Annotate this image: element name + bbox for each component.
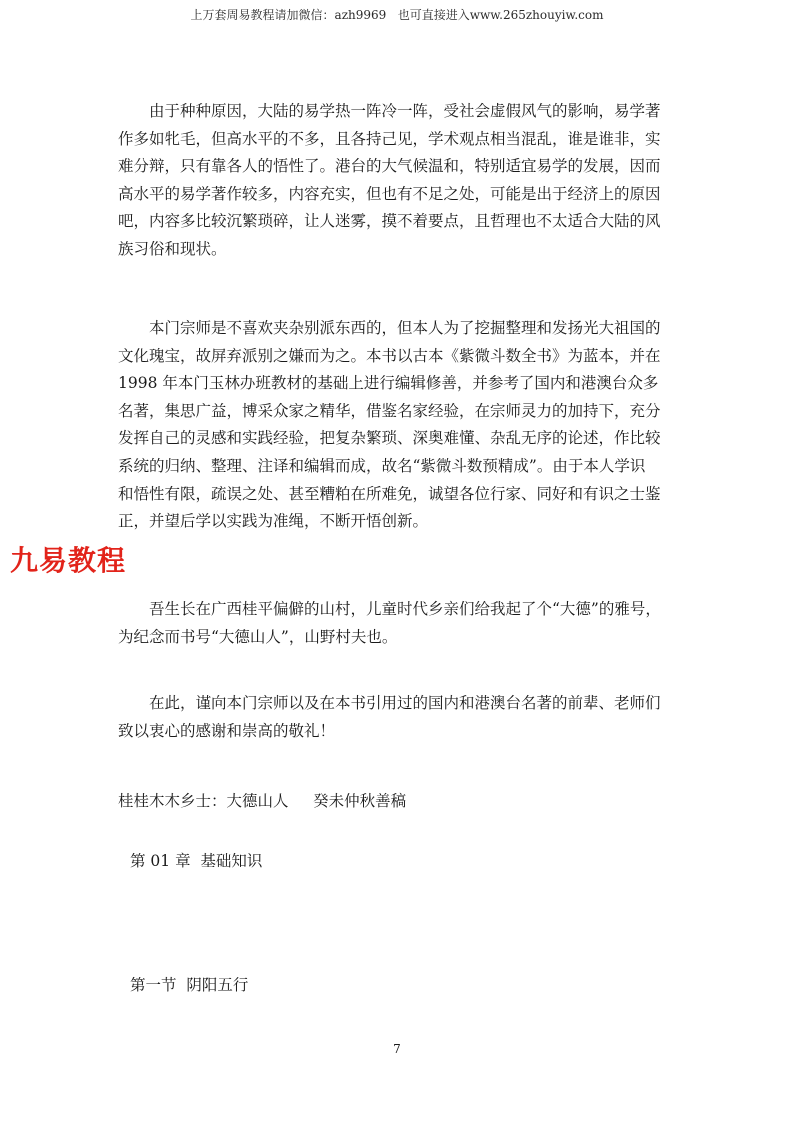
- paragraph-line: 文化瑰宝，故屏弃派别之嫌而为之。本书以古本《紫微斗数全书》为蓝本，并在: [118, 346, 661, 365]
- section-heading: 第一节 阴阳五行: [130, 976, 249, 994]
- paragraph-line: 名著，集思广益，博采众家之精华，借鉴名家经验，在宗师灵力的加持下，充分: [118, 401, 661, 420]
- paragraph-line: 系统的归纳、整理、注译和编辑而成，故名“紫微斗数预精成”。由于本人学识: [118, 456, 646, 475]
- paragraph-line: 由于种种原因，大陆的易学热一阵冷一阵，受社会虚假风气的影响，易学著: [149, 102, 661, 120]
- author-signature: 桂桂木木乡士：大德山人 癸未仲秋善稿: [118, 792, 407, 810]
- paragraph-line: 本门宗师是不喜欢夹杂别派东西的，但本人为了挖掘整理和发扬光大祖国的: [149, 319, 661, 337]
- paragraph-line: 为纪念而书号“大德山人”，山野村夫也。: [118, 627, 398, 646]
- paragraph-3: [118, 596, 678, 651]
- paragraph-line: 和悟性有限，疏误之处、甚至糟粕在所难免，诚望各位行家、同好和有识之士鉴: [118, 484, 661, 503]
- paragraph-line: 吧，内容多比较沉繁琐碎，让人迷雾，摸不着要点，且哲理也不太适合大陆的风: [118, 212, 661, 231]
- paragraph-1: [118, 98, 678, 264]
- page-number: 7: [393, 1042, 401, 1056]
- paragraph-line: 正，并望后学以实践为准绳，不断开悟创新。: [118, 512, 429, 531]
- paragraph-line: 在此，谨向本门宗师以及在本书引用过的国内和港澳台名著的前辈、老师们: [149, 694, 661, 712]
- paragraph-2: [118, 315, 678, 536]
- watermark-logo: 九易教程: [10, 544, 127, 577]
- paragraph-line: 致以衷心的感谢和崇高的敬礼！: [118, 721, 336, 740]
- page-header: 上万套周易教程请加微信：azh9969 也可直接进入www.265zhouyiw.com: [190, 8, 604, 22]
- paragraph-line: 作多如牝毛，但高水平的不多，且各持己见，学术观点相当混乱，谁是谁非，实: [118, 129, 661, 148]
- paragraph-line: 1998 年本门玉林办班教材的基础上进行编辑修善，并参考了国内和港澳台众多: [118, 374, 659, 393]
- chapter-heading: 第 01 章 基础知识: [130, 852, 263, 870]
- paragraph-line: 族习俗和现状。: [118, 239, 227, 258]
- paragraph-line: 高水平的易学著作较多，内容充实，但也有不足之处，可能是出于经济上的原因: [118, 184, 661, 203]
- paragraph-line: 发挥自己的灵感和实践经验，把复杂繁琐、深奥难懂、杂乱无序的论述，作比较: [118, 429, 661, 448]
- paragraph-line: 难分辩，只有靠各人的悟性了。港台的大气候温和，特别适宜易学的发展，因而: [118, 157, 661, 176]
- paragraph-line: 吾生长在广西桂平偏僻的山村，儿童时代乡亲们给我起了个“大德”的雅号，: [149, 600, 661, 618]
- paragraph-4: [118, 690, 678, 745]
